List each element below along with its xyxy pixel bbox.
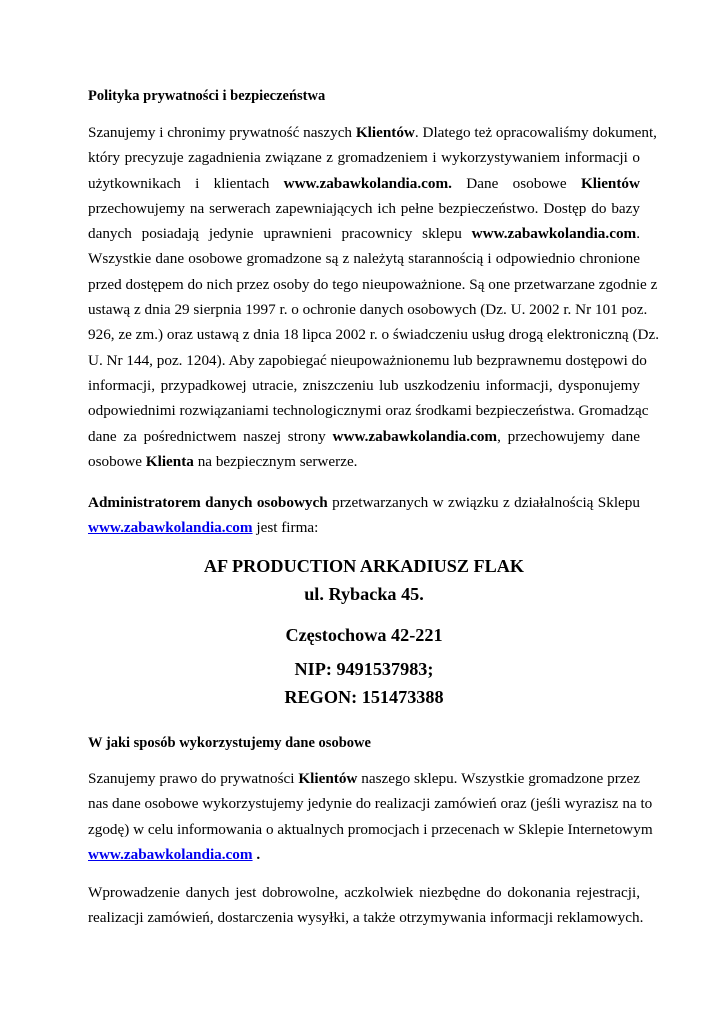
text: . Dlatego też opracowaliśmy dokument,	[414, 124, 657, 141]
paragraph-voluntary	[88, 880, 644, 931]
text: danych posiadają jedynie uprawnieni pracownicy sklepu	[88, 225, 472, 243]
emphasis: Klienta	[145, 452, 194, 470]
text-line: Wszystkie dane osobowe gromadzone są z należytą starannością i odpowiednio chronione	[88, 250, 640, 268]
emphasis: Klientów	[355, 124, 415, 141]
paragraph-administrator	[88, 490, 640, 541]
text: osobowe	[88, 452, 146, 470]
site-name: www.zabawkolandia.com	[471, 225, 637, 243]
text-line: który precyzuje zagadnienia związane z gromadzeniem i wykorzystywaniem informacji o	[88, 149, 640, 167]
paragraph-privacy-intro	[88, 120, 660, 474]
text: przetwarzanych w związku z działalnością Sklepu	[327, 494, 640, 511]
text-line: ustawą z dnia 29 sierpnia 1997 r. o ochronie danych osobowych (Dz. U. 2002 r. Nr 101 poz.	[88, 301, 648, 319]
text: naszego sklepu. Wszystkie gromadzone przez	[357, 770, 641, 787]
text: Szanujemy i chronimy prywatność naszych	[88, 124, 356, 141]
site-link[interactable]: www.zabawkolandia.com	[88, 845, 253, 863]
text-line: realizacji zamówień, dostarczenia wysyłki, a także otrzymywania informacji reklamowych.	[88, 909, 644, 927]
text-line: nas dane osobowe wykorzystujemy jedynie do realizacji zamówień oraz (jeśli wyrazisz na to	[88, 795, 653, 813]
text-line: 926, ze zm.) oraz ustawą z dnia 18 lipca 2002 r. o świadczeniu usług drogą elektroniczną (Dz.	[88, 326, 660, 344]
text-line: odpowiednimi rozwiązaniami technologicznymi oraz środkami bezpieczeństwa. Gromadząc	[88, 402, 649, 420]
text: .	[636, 225, 640, 243]
text-line: przechowujemy na serwerach zapewniających ich pełne bezpieczeństwo. Dostęp do bazy	[88, 199, 640, 217]
site-name: www.zabawkolandia.com	[332, 427, 498, 445]
text-line: informacji, przypadkowej utracie, zniszczeniu lub uszkodzeniu informacji, dysponujemy	[88, 376, 640, 394]
section-heading-usage: W jaki sposób wykorzystujemy dane osobowe	[88, 735, 371, 751]
text: Szanujemy prawo do prywatności	[88, 770, 299, 787]
text: .	[252, 845, 261, 863]
emphasis: Administratorem danych osobowych	[88, 494, 328, 511]
company-nip: NIP: 9491537983;	[294, 659, 434, 679]
company-street: ul. Rybacka 45.	[304, 584, 424, 604]
text-line: zgodę) w celu informowania o aktualnych promocjach i przecenach w Sklepie Internetowym	[88, 820, 653, 838]
site-link[interactable]: www.zabawkolandia.com	[88, 519, 253, 537]
text-line: U. Nr 144, poz. 1204). Aby zapobiegać nieupoważnionemu lub bezprawnemu dostępowi do	[88, 351, 647, 369]
company-name: AF PRODUCTION ARKADIUSZ FLAK	[203, 556, 525, 576]
section-heading-privacy: Polityka prywatności i bezpieczeństwa	[88, 88, 326, 104]
text: dane za pośrednictwem naszej strony	[88, 427, 333, 445]
emphasis: Klientów	[298, 770, 358, 787]
text-line: Wprowadzenie danych jest dobrowolne, aczkolwiek niezbędne do dokonania rejestracji,	[88, 884, 640, 901]
company-regon: REGON: 151473388	[284, 687, 444, 707]
text-line: przed dostępem do nich przez osoby do tego nieupoważnione. Są one przetwarzane zgodnie z	[88, 275, 658, 293]
paragraph-usage	[88, 766, 653, 867]
text: użytkownikach i klientach	[88, 174, 284, 192]
company-city: Częstochowa 42-221	[285, 625, 443, 645]
text: na bezpiecznym serwerze.	[193, 452, 358, 470]
text: jest firma:	[252, 519, 319, 537]
text: , przechowujemy dane	[497, 427, 640, 445]
text: Dane osobowe	[451, 174, 581, 192]
emphasis: Klientów	[580, 174, 640, 192]
site-name: www.zabawkolandia.com.	[283, 174, 452, 192]
